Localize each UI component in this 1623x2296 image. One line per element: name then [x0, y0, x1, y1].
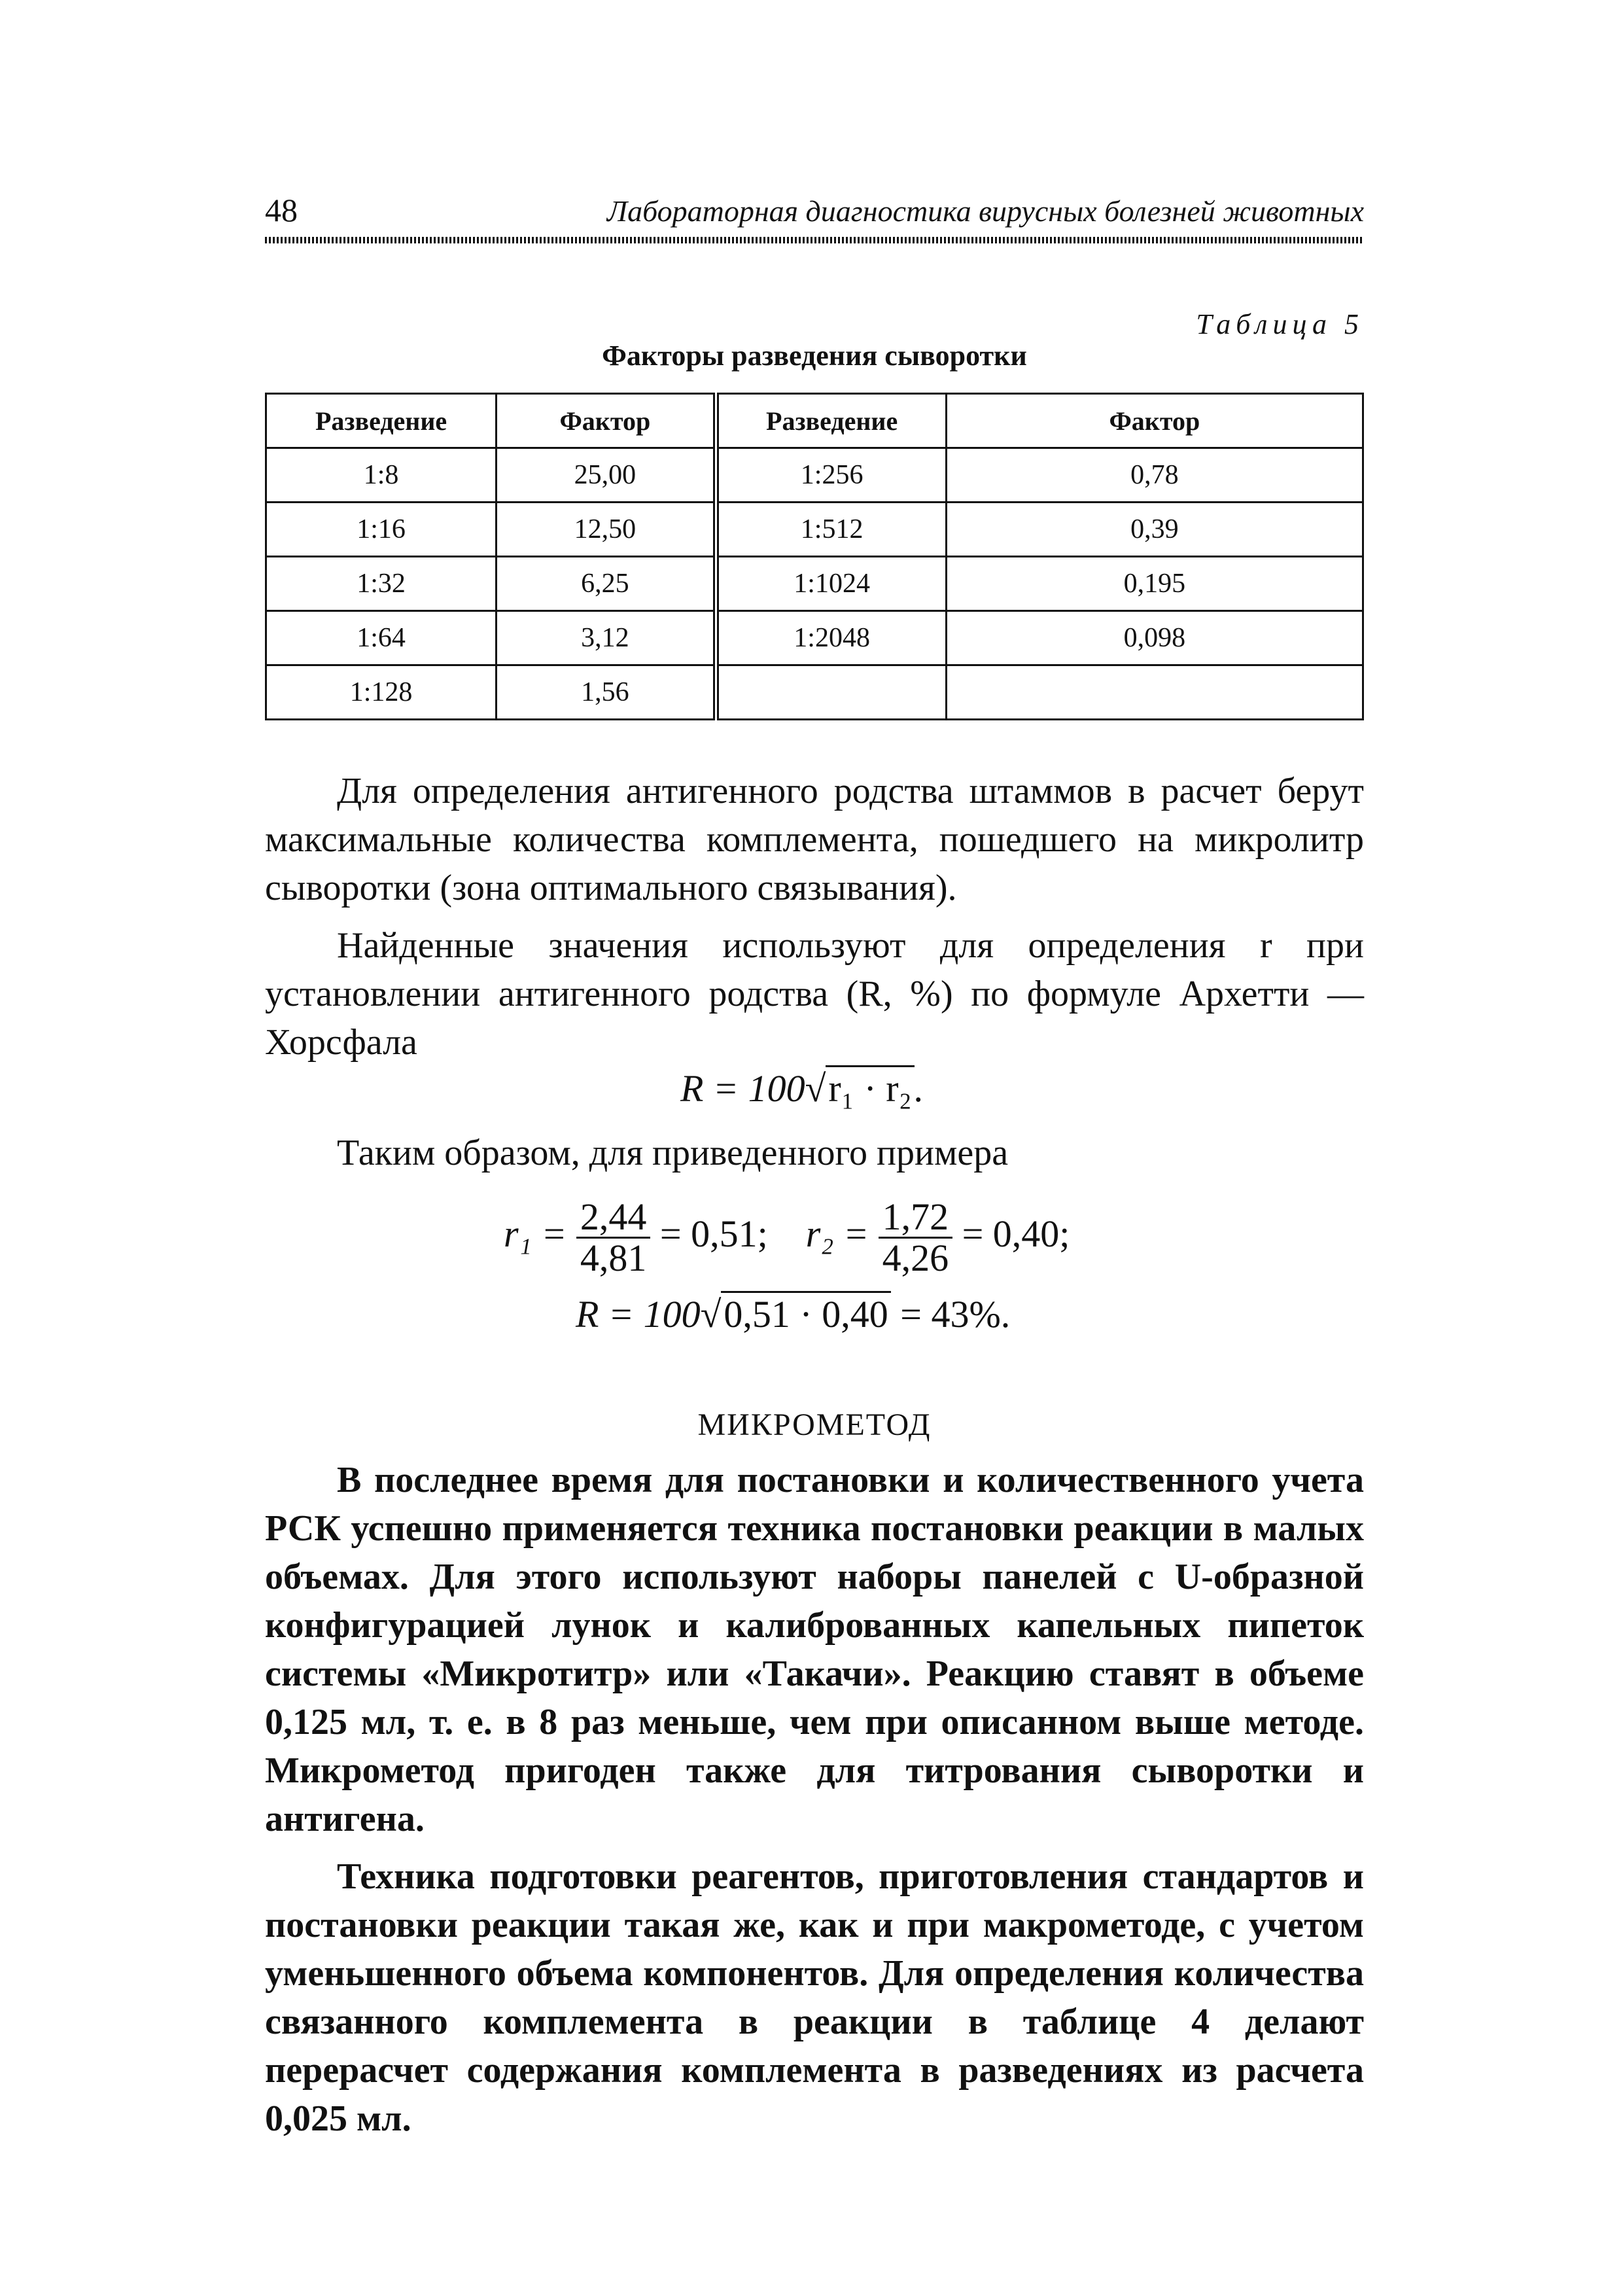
column-header: Фактор [497, 394, 716, 448]
paragraph: Техника подготовки реагентов, приготовления стандартов и постановки реакции такая же, как и при макрометоде, с учетом уменьшенного объема компонентов. Для определения количества связанного комплемента в реакции в таблице 4 делают перерасчет содержания комплемента в разведениях из расчета 0,025 мл. [265, 1856, 1364, 2139]
table-cell: 3,12 [497, 611, 716, 665]
table-label: Таблица 5 [1196, 308, 1364, 340]
table-cell: 1:64 [266, 611, 497, 665]
paragraph: Для определения антигенного родства штаммов в расчет берут максимальные количества комплемента, пошедшего на микролитр сыворотки (зона оптимального связывания). [265, 771, 1364, 908]
table-cell: 0,78 [946, 448, 1363, 503]
table-row [266, 557, 1363, 611]
page-number: 48 [265, 192, 298, 228]
table-title: Факторы разведения сыворотки [602, 340, 1027, 372]
table-header-row [266, 394, 1363, 448]
table-cell: 12,50 [497, 503, 716, 557]
formula-lhs: R = 100 [576, 1293, 701, 1335]
table-row [266, 611, 1363, 665]
denominator: 4,81 [580, 1237, 647, 1279]
result: = 43%. [900, 1293, 1011, 1335]
table-cell [946, 665, 1363, 720]
table-cell: 1,56 [497, 665, 716, 720]
formula-lhs: R = 100 [680, 1067, 805, 1110]
fraction [576, 1197, 651, 1278]
formula-r-result: R = 100√0,51 · 0,40 = 43%. [576, 1292, 1010, 1336]
table-cell [716, 665, 946, 720]
table-cell: 0,195 [946, 557, 1363, 611]
header-rule [265, 237, 1364, 243]
table-cell: 1:512 [716, 503, 946, 557]
numerator: 1,72 [879, 1197, 953, 1239]
column-header: Фактор [946, 394, 1363, 448]
formula-r-values [504, 1197, 1070, 1278]
table-row [266, 448, 1363, 503]
formula-radicand: r₁ · r₂ [826, 1065, 914, 1110]
paragraph: Найденные значения используют для определения r при установлении антигенного родства (R, %) по формуле Архетти — Хорсфала [265, 925, 1364, 1063]
running-title: Лабораторная диагностика вирусных болезней животных [606, 194, 1364, 228]
r2-label: r₂ = [805, 1212, 869, 1255]
table-cell: 6,25 [497, 557, 716, 611]
denominator: 4,26 [882, 1237, 949, 1279]
table-cell: 1:256 [716, 448, 946, 503]
numerator: 2,44 [576, 1197, 651, 1239]
column-header: Разведение [716, 394, 946, 448]
table-cell: 1:32 [266, 557, 497, 611]
table-cell: 0,098 [946, 611, 1363, 665]
result: = 0,51; [659, 1212, 768, 1255]
table-cell: 1:1024 [716, 557, 946, 611]
formula-arketti-horsfall: R = 100√r₁ · r₂. [680, 1067, 924, 1110]
paragraph: В последнее время для постановки и количественного учета РСК успешно применяется техника постановки реакции в малых объемах. Для этого используют наборы панелей с U-образной конфигурацией лунок и калиброванных капельных пипеток системы «Микротитр» или «Такачи». Реакцию ставят в объеме 0,125 мл, т. е. в 8 раз меньше, чем при описанном выше методе. Микрометод пригоден также для титрования сыворотки и антигена. [265, 1460, 1364, 1839]
table-cell: 25,00 [497, 448, 716, 503]
table-cell: 1:8 [266, 448, 497, 503]
dilution-factor-table [265, 393, 1364, 720]
running-head [265, 191, 1364, 230]
table-cell: 1:16 [266, 503, 497, 557]
formula-radicand: 0,51 · 0,40 [721, 1291, 890, 1335]
table-cell: 0,39 [946, 503, 1363, 557]
table-row [266, 503, 1363, 557]
table-row [266, 665, 1363, 720]
fraction [879, 1197, 953, 1278]
body-text-bottom [265, 1456, 1364, 2152]
section-title: МИКРОМЕТОД [697, 1407, 932, 1442]
body-text-top [265, 767, 1364, 1076]
table-cell: 1:2048 [716, 611, 946, 665]
table-cell: 1:128 [266, 665, 497, 720]
column-header: Разведение [266, 394, 497, 448]
result: = 0,40; [962, 1212, 1070, 1255]
r1-label: r₁ = [504, 1212, 567, 1255]
paragraph-example-intro: Таким образом, для приведенного примера [337, 1133, 1009, 1173]
